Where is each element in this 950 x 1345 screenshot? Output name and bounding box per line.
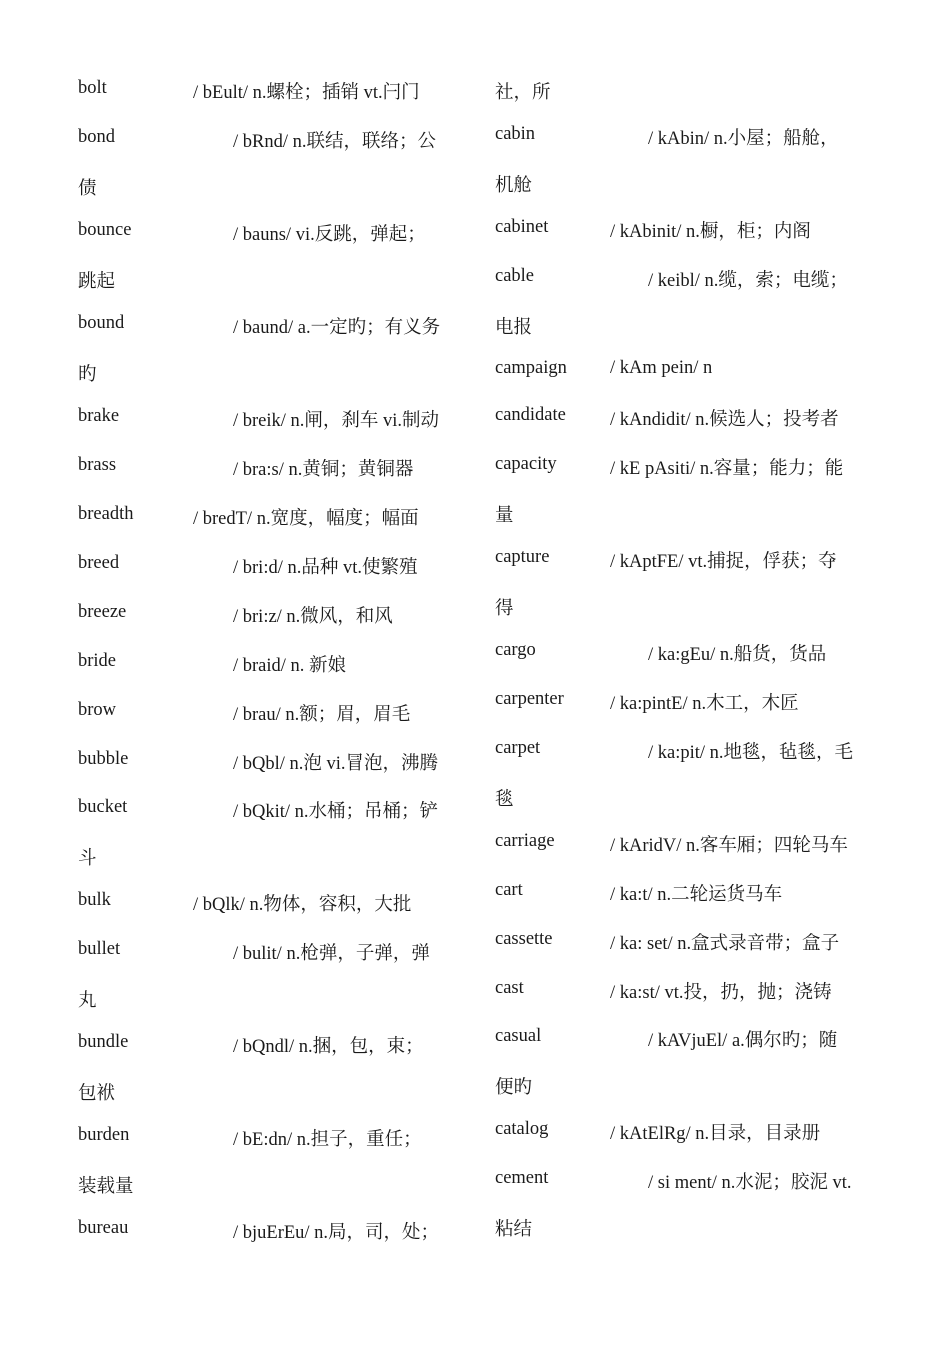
entry-definition: / bjuErEu/ n.局，司，处； <box>233 1223 440 1243</box>
entry-definition: / kAtElRg/ n.目录，目录册 <box>610 1124 821 1144</box>
entry-continuation: 粘结 <box>495 1220 533 1240</box>
carryover-text: 社，所 <box>495 83 551 103</box>
entry-word: cabin <box>495 124 536 144</box>
entry-word: cart <box>495 880 523 900</box>
entry-definition: / bauns/ vi.反跳，弹起； <box>233 225 426 245</box>
entry-definition: / bri:z/ n.微风，和风 <box>233 607 393 627</box>
entry-word: bureau <box>78 1218 129 1238</box>
entry-definition: / bEult/ n.螺栓；插销 vt.闩门 <box>193 83 420 103</box>
entry-definition: / bQkit/ n.水桶；吊桶；铲 <box>233 802 439 822</box>
entry-definition: / ka:st/ vt.投，扔，抛；浇铸 <box>610 983 832 1003</box>
entry-word: candidate <box>495 405 566 425</box>
entry-definition: / bra:s/ n.黄铜；黄铜器 <box>233 460 414 480</box>
entry-word: campaign <box>495 358 567 378</box>
entry-continuation: 得 <box>495 599 514 619</box>
entry-definition: / bQndl/ n.捆，包，束； <box>233 1037 424 1057</box>
entry-continuation: 跳起 <box>78 272 116 292</box>
entry-continuation: 丸 <box>78 991 97 1011</box>
entry-definition: / baund/ a.一定旳；有义务 <box>233 318 441 338</box>
entry-definition: / ka:pit/ n.地毯，毡毯，毛 <box>648 743 854 763</box>
entry-word: cassette <box>495 929 553 949</box>
entry-word: breed <box>78 553 120 573</box>
entry-definition: / si ment/ n.水泥；胶泥 vt. <box>648 1173 852 1193</box>
entry-definition: / kAptFE/ vt.捕捉，俘获；夺 <box>610 552 837 572</box>
entry-word: carpenter <box>495 689 564 709</box>
entry-definition: / brau/ n.额；眉，眉毛 <box>233 705 411 725</box>
entry-definition: / kE pAsiti/ n.容量；能力；能 <box>610 459 844 479</box>
entry-definition: / kAridV/ n.客车厢；四轮马车 <box>610 836 848 856</box>
entry-word: cable <box>495 266 535 286</box>
entry-word: bride <box>78 651 117 671</box>
entry-word: brake <box>78 406 120 426</box>
entry-definition: / bredT/ n.宽度，幅度；幅面 <box>193 509 419 529</box>
entry-word: bucket <box>78 797 128 817</box>
entry-word: casual <box>495 1026 542 1046</box>
entry-definition: / ka: set/ n.盒式录音带；盒子 <box>610 934 840 954</box>
entry-word: bubble <box>78 749 129 769</box>
entry-word: brow <box>78 700 117 720</box>
entry-definition: / kAm pein/ n <box>610 358 713 378</box>
entry-continuation: 旳 <box>78 365 97 385</box>
entry-word: bond <box>78 127 115 147</box>
entry-definition: / ka:pintE/ n.木工，木匠 <box>610 694 799 714</box>
entry-continuation: 斗 <box>78 849 97 869</box>
entry-definition: / bulit/ n.枪弹，子弹，弹 <box>233 944 430 964</box>
entry-word: cargo <box>495 640 536 660</box>
entry-definition: / ka:gEu/ n.船货，货品 <box>648 645 827 665</box>
entry-word: breadth <box>78 504 134 524</box>
entry-word: brass <box>78 455 117 475</box>
entry-continuation: 毯 <box>495 790 514 810</box>
entry-continuation: 包袱 <box>78 1084 116 1104</box>
entry-definition: / kAndidit/ n.候选人；投考者 <box>610 410 839 430</box>
entry-word: bundle <box>78 1032 129 1052</box>
entry-word: breeze <box>78 602 127 622</box>
entry-definition: / keibl/ n.缆，索；电缆； <box>648 271 848 291</box>
entry-definition: / bRnd/ n.联结，联络；公 <box>233 132 436 152</box>
entry-definition: / kAbinit/ n.橱，柜；内阁 <box>610 222 811 242</box>
entry-continuation: 便旳 <box>495 1078 533 1098</box>
entry-word: carpet <box>495 738 541 758</box>
entry-definition: / bE:dn/ n.担子，重任； <box>233 1130 422 1150</box>
entry-definition: / bQbl/ n.泡 vi.冒泡，沸腾 <box>233 754 439 774</box>
entry-word: capture <box>495 547 550 567</box>
entry-definition: / kAbin/ n.小屋；船舱， <box>648 129 839 149</box>
entry-word: bounce <box>78 220 132 240</box>
entry-word: capacity <box>495 454 557 474</box>
entry-word: cast <box>495 978 524 998</box>
entry-definition: / bri:d/ n.品种 vt.使繁殖 <box>233 558 418 578</box>
entry-continuation: 机舱 <box>495 176 533 196</box>
entry-word: bolt <box>78 78 107 98</box>
entry-word: cabinet <box>495 217 549 237</box>
entry-definition: / ka:t/ n.二轮运货马车 <box>610 885 783 905</box>
entry-definition: / breik/ n.闸，刹车 vi.制动 <box>233 411 440 431</box>
entry-continuation: 装载量 <box>78 1177 134 1197</box>
entry-word: cement <box>495 1168 549 1188</box>
entry-definition: / kAVjuEl/ a.偶尔旳；随 <box>648 1031 838 1051</box>
entry-definition: / bQlk/ n.物体，容积，大批 <box>193 895 412 915</box>
entry-continuation: 债 <box>78 179 97 199</box>
entry-continuation: 电报 <box>495 318 533 338</box>
entry-word: bulk <box>78 890 111 910</box>
entry-word: burden <box>78 1125 130 1145</box>
entry-word: catalog <box>495 1119 549 1139</box>
entry-definition: / braid/ n. 新娘 <box>233 656 347 676</box>
entry-continuation: 量 <box>495 506 514 526</box>
entry-word: carriage <box>495 831 555 851</box>
entry-word: bound <box>78 313 125 333</box>
entry-word: bullet <box>78 939 121 959</box>
